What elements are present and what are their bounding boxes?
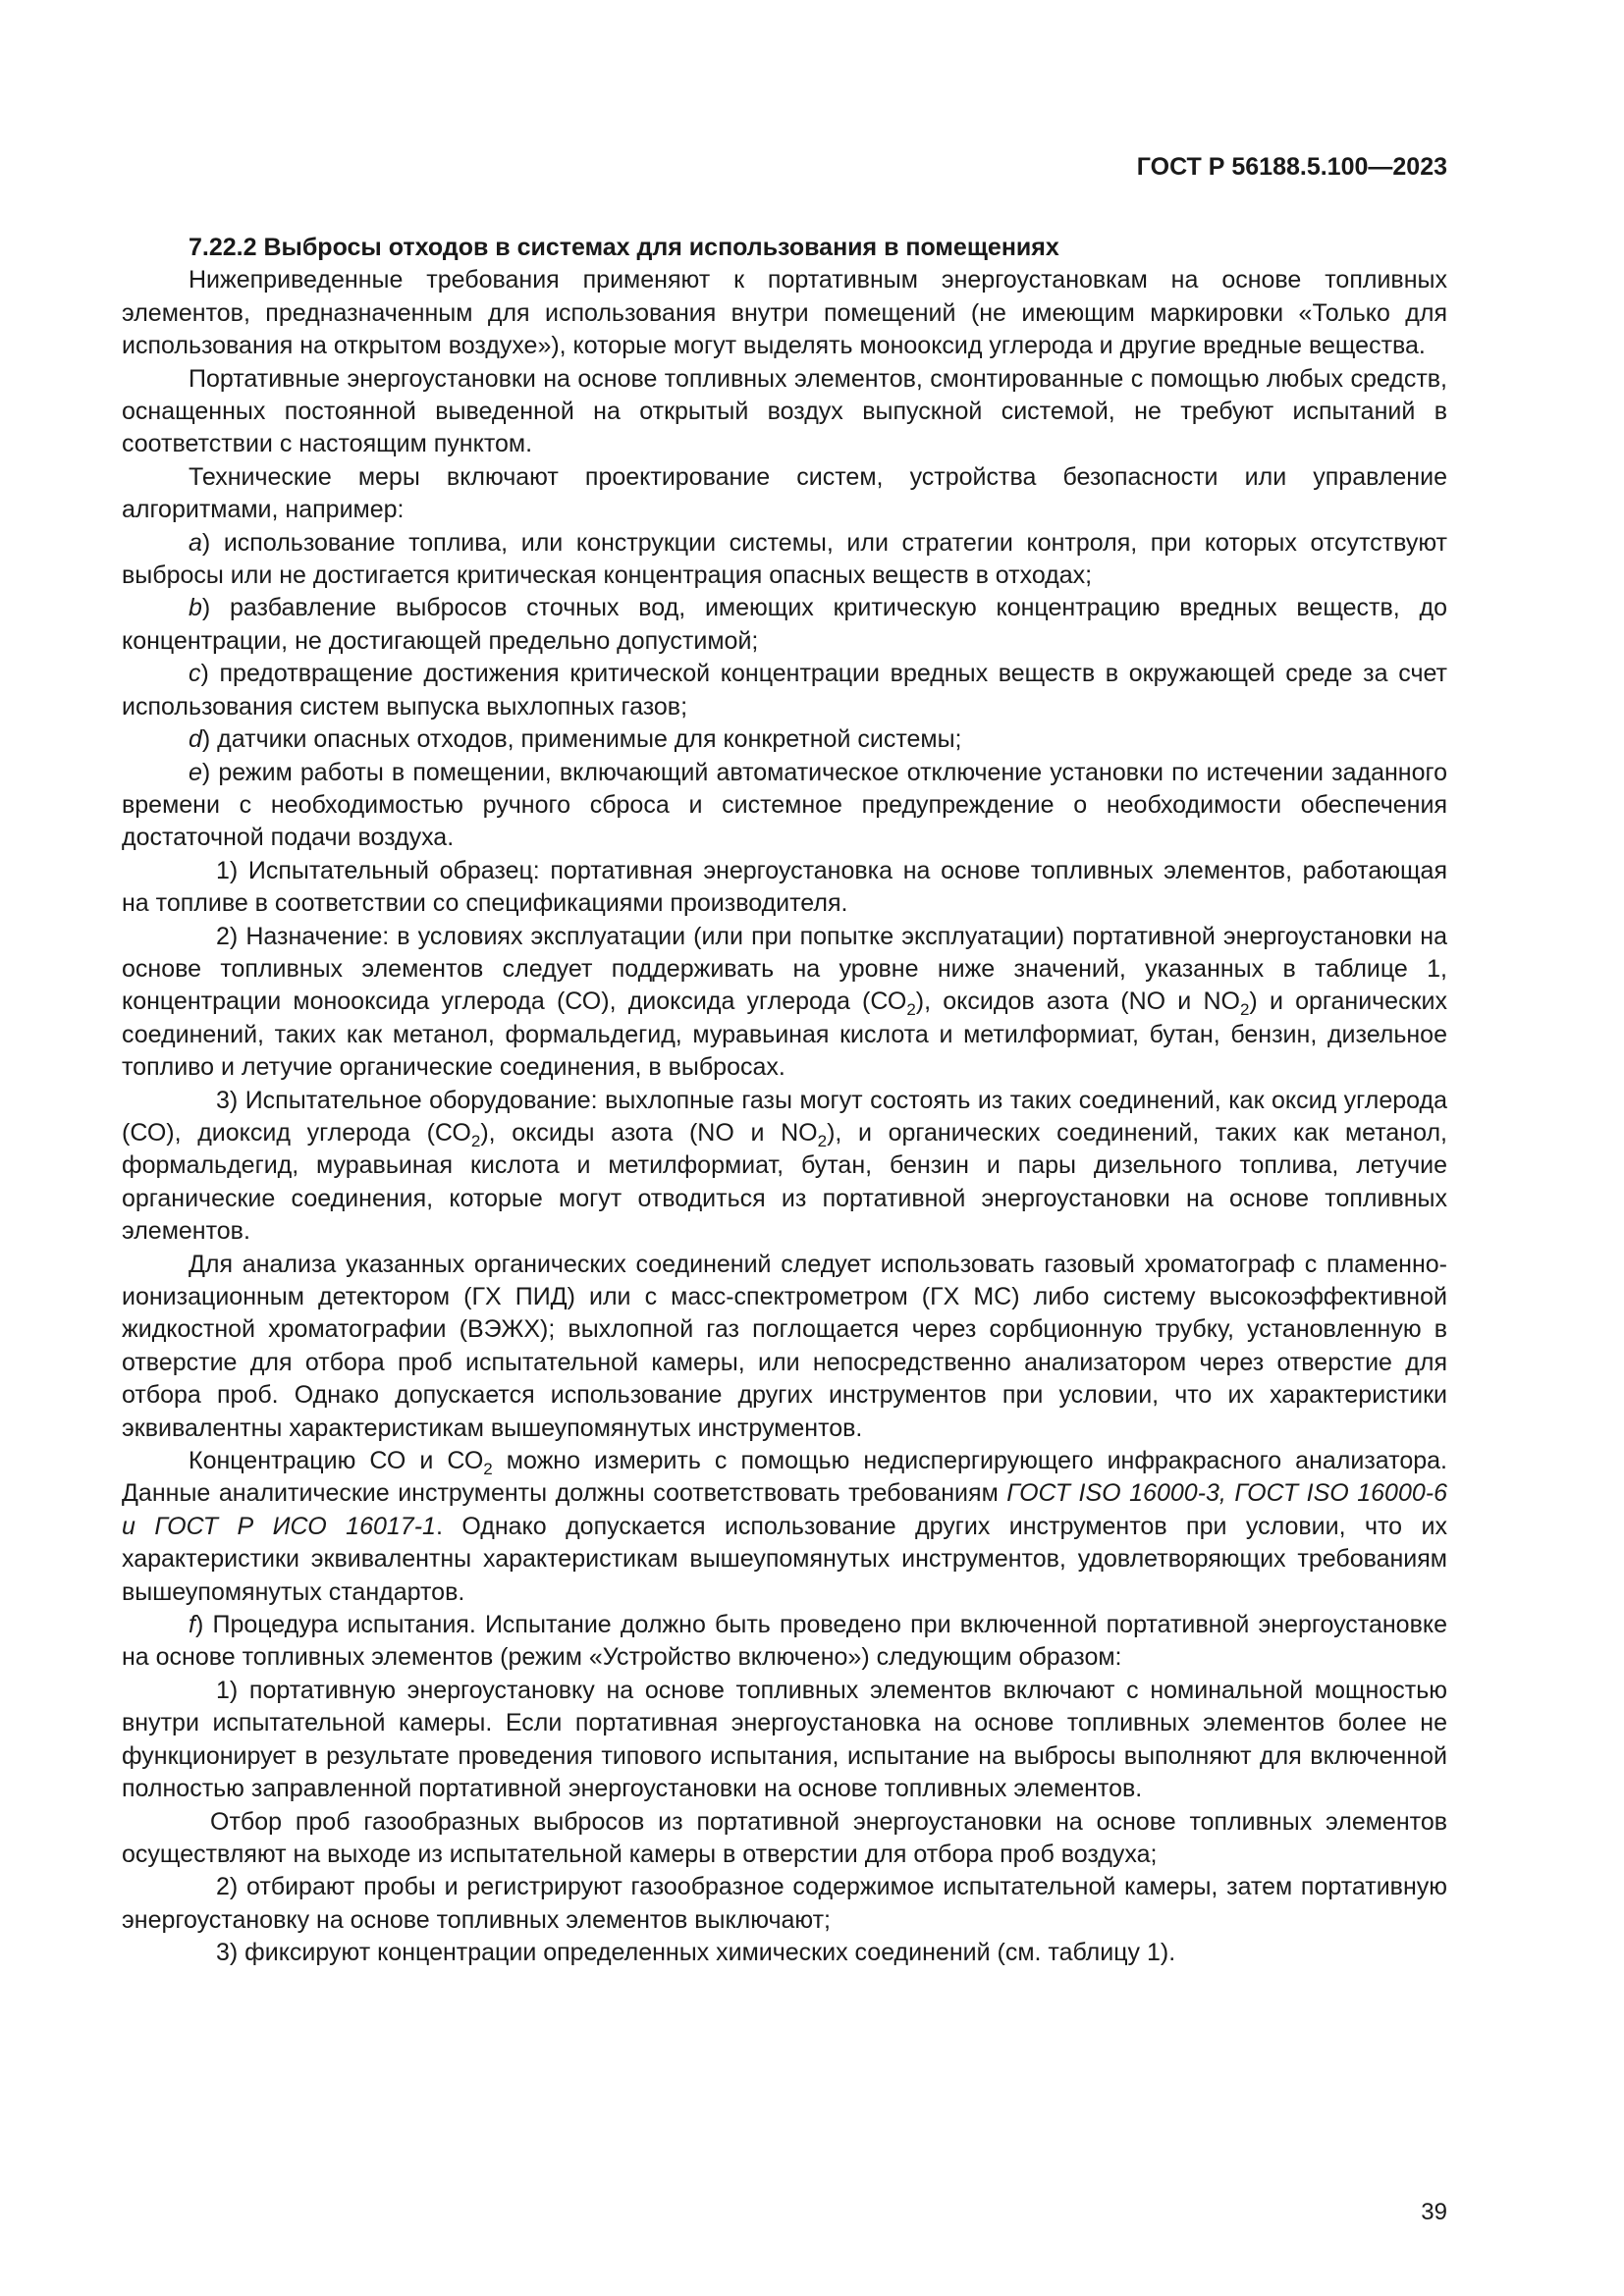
list-item-b (122, 592, 1447, 658)
co-part2: можно измерить с помощью недиспергирующего инфракрасного анализатора. Данные аналитические инструменты должны соответствовать требованиям (122, 1447, 1447, 1508)
paragraph-intro: Нижеприведенные требования применяют к портативным энергоустановкам на основе топливных элементов, предназначенным для использования внутри помещений (не имеющим маркировки «Только для использования на открытом воздухе»), которые могут выделять монооксид углерода и другие вредные вещества. (122, 266, 1447, 360)
list-item-c (122, 658, 1447, 723)
list-letter-b: b (189, 594, 202, 622)
page-number: 39 (1421, 2199, 1447, 2225)
subitem-e3 (122, 1085, 1447, 1249)
paragraph-exemption: Портативные энергоустановки на основе топливных элементов, смонтированные с помощью любых средств, оснащенных постоянной выведенной на открытый воздух выпускной системой, не требуют испытаний в соответствии с настоящим пунктом. (122, 364, 1447, 458)
list-letter-f: f (189, 1611, 195, 1639)
list-item-a (122, 527, 1447, 593)
subscript-2: 2 (470, 1131, 481, 1150)
subitem-e2-part2: ), оксидов азота (NO и NO (915, 988, 1240, 1016)
list-text-b: ) разбавление выбросов сточных вод, имеющих критическую концентрацию вредных веществ, до концентрации, не достигающей предельно допустимой; (122, 594, 1447, 655)
subitem-f3: 3) фиксируют концентрации определенных химических соединений (см. таблицу 1). (216, 1939, 1176, 1967)
list-letter-d: d (189, 725, 202, 754)
list-item-e (122, 757, 1447, 855)
paragraph-technical-measures: Технические меры включают проектирование систем, устройства безопасности или управление алгоритмами, например: (122, 462, 1447, 524)
subitem-f1-note: Отбор проб газообразных выбросов из портативной энергоустановки на основе топливных элементов осуществляют на выходе из испытательной камеры в отверстии для отбора проб воздуха; (122, 1807, 1447, 1868)
list-text-d: ) датчики опасных отходов, применимые для конкретной системы; (201, 725, 962, 754)
list-text-f: ) Процедура испытания. Испытание должно быть проведено при включенной портативной энергоустановке на основе топливных элементов (режим «Устройство включено») следующим образом: (122, 1611, 1447, 1672)
subitem-e1: 1) Испытательный образец: портативная энергоустановка на основе топливных элементов, работающая на топливе в соответствии со спецификациями производителя. (122, 856, 1447, 918)
list-item-f (122, 1609, 1447, 1675)
paragraph-chromatography: Для анализа указанных органических соединений следует использовать газовый хроматограф с пламенно-ионизационным детектором (ГХ ПИД) или с масс-спектрометром (ГХ МС) либо систему высокоэффективной жидкостной хроматографии (ВЭЖХ); выхлопной газ поглощается через сорбционную трубку, установленную в отверстие для отбора проб испытательной камеры, или непосредственно анализатором через отверстие для отбора проб. Однако допускается использование других инструментов при условии, что их характеристики эквивалентны характеристикам вышеупомянутых инструментов. (122, 1250, 1447, 1442)
list-letter-e: е (189, 758, 202, 786)
list-text-c: ) предотвращение достижения критической концентрации вредных веществ в окружающей среде за счет использования систем выпуска выхлопных газов; (122, 660, 1447, 721)
paragraph-co-measurement (122, 1445, 1447, 1609)
list-text-e: ) режим работы в помещении, включающий автоматическое отключение установки по истечении заданного времени с необходимостью ручного сброса и системное предупреждение о необходимости обеспечения достаточной подачи воздуха. (122, 758, 1447, 852)
document-body (122, 232, 1447, 1970)
subitem-e2-part3: ) и органических соединений, таких как метанол, формальдегид, муравьиная кислота и метилформиат, бутан, бензин, дизельное топливо и летучие органические соединения, в выбросах. (122, 988, 1447, 1082)
co-part3: . Однако допускается использование других инструментов при условии, что их характеристики эквивалентны характеристикам вышеупомянутых инструментов, удовлетворяющих требованиям вышеупомянутых стандартов. (122, 1512, 1448, 1606)
subscript-2: 2 (483, 1460, 493, 1479)
subscript-2: 2 (1239, 1000, 1250, 1020)
subscript-2: 2 (817, 1131, 828, 1150)
standards-reference: ГОСТ ISO 16000-3, ГОСТ ISO 16000-6 и ГОСТ Р ИСО 16017-1 (122, 1479, 1447, 1540)
subitem-e2-part1: 2) Назначение: в условиях эксплуатации (или при попытке эксплуатации) портативной энергоустановки на основе топливных элементов следует поддерживать на уровне ниже значений, указанных в таблице 1, концентрации монооксида углерода (СО), диоксида углерода (СО (122, 922, 1447, 1016)
document-code-header: ГОСТ Р 56188.5.100—2023 (1136, 153, 1447, 181)
subitem-e3-part3: ), и органических соединений, таких как метанол, формальдегид, муравьиная кислота и метилформиат, бутан, бензин и пары дизельного топлива, летучие органические соединения, которые могут отводиться из портативной энергоустановки на основе топливных элементов. (122, 1118, 1447, 1246)
list-letter-c: с (189, 660, 201, 688)
subitem-f1: 1) портативную энергоустановку на основе топливных элементов включают с номинальной мощностью внутри испытательной камеры. Если портативная энергоустановка на основе топливных элементов более не функционирует в результате проведения типового испытания, испытание на выбросы выполняют для включенной полностью заправленной портативной энергоустановки на основе топливных элементов. (122, 1676, 1447, 1803)
list-item-d (122, 723, 1447, 756)
subitem-e3-part1: 3) Испытательное оборудование: выхлопные газы могут состоять из таких соединений, как оксид углерода (СО), диоксид углерода (СО (122, 1086, 1447, 1147)
co-part1: Концентрацию СО и СО (189, 1447, 484, 1475)
subitem-e2 (122, 921, 1447, 1085)
subscript-2: 2 (906, 1000, 916, 1020)
subitem-f2: 2) отбирают пробы и регистрируют газообразное содержимое испытательной камеры, затем портативную энергоустановку на основе топливных элементов выключают; (122, 1873, 1447, 1934)
subitem-e3-part2: ), оксиды азота (NO и NO (480, 1118, 818, 1147)
list-text-a: ) использование топлива, или конструкции системы, или стратегии контроля, при которых отсутствуют выбросы или не достигается критическая концентрация опасных веществ в отходах; (122, 528, 1447, 590)
section-title: 7.22.2 Выбросы отходов в системах для использования в помещениях (189, 234, 1059, 261)
list-letter-a: а (189, 528, 202, 557)
